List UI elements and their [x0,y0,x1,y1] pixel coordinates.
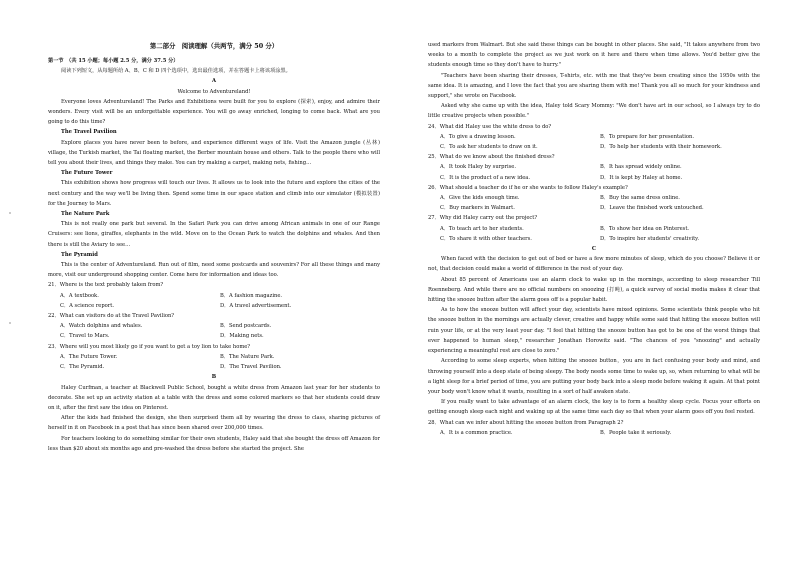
passage-b-paragraph-continued: used markers from Walmart. But she said these things can be bought in other places. She said, "It takes anywhere from two weeks to a month to complete the project as we just work on it here and there when time allows. You'd better give the students enough time so they don't have to hurry." [428,42,760,69]
question-22: 22．What can visitors do at the Travel Pavilion? [48,313,175,320]
option: B．It has spread widely online. [600,164,682,171]
option: B．The Nature Park. [220,353,275,360]
option: A．The Future Tower. [60,353,118,360]
option: B．To show her idea on Pinterest. [600,225,690,232]
option: D．A travel advertisement. [220,302,292,309]
option: C．Buy markers in Walmart. [440,205,515,212]
question-23: 23．Where will you most likely go if you want to get a toy lion to take home? [48,343,251,350]
option: C．Travel to Mars. [60,333,110,340]
option: B．To prepare for her presentation. [600,133,694,140]
question-27-options [428,224,760,244]
left-column [48,40,380,454]
passage-a-paragraph: Everyone loves Adventureland! The Parks and Exhibitions were built for you to explore (探索), enjoy, and admire their wonders. Every visit will be an unforgettable experience. You will go away enriched, longing to come back. What are you going to do this time? [48,98,380,126]
question-25: 25．What do we know about the finished dress? [428,154,555,161]
option: A．To give a drawing lesson. [440,133,516,140]
question-26-options [428,193,760,213]
option: C．The Pyramid. [60,364,105,371]
passage-c-paragraph: When faced with the decision to get out of bed or have a few more minutes of sleep, which do you choose? Believe it or not, that decision could make a world of difference in the rest of your day. [428,256,760,273]
passage-a-heading: The Future Tower [61,170,113,177]
passage-b-letter: B [211,374,217,381]
option: D．Leave the finished work untouched. [600,205,704,212]
option: A．It took Haley by surprise. [440,164,516,171]
option: C．To share it with other teachers. [440,235,532,242]
passage-b-paragraph: Asked why she came up with the idea, Haley told Scary Mommy: "We don't have art in our school, so I always try to do little creative projects when possible." [428,103,760,120]
passage-a-paragraph: This exhibition shows how progress will touch our lives. It allows us to look into the future and explore the cities of the next century and the way we'll be living then. Spend some time in our space station and climb into our simulator (模拟装置) for the Journey to Mars. [48,180,380,207]
question-28-options [428,428,760,438]
option: B．People take it seriously. [600,429,672,436]
passage-a-paragraph: This is not really one park but several. In the Safari Park you can drive among African animals in one of our Range Cruisers: see lions, giraffes, elephants in the wild. Move on to the Ocean Park to watch the dolphins and whales. And then there is still the Aviary to see… [48,221,380,248]
question-27: 27．Why did Haley carry out the project? [428,215,538,222]
instruction: 阅读下列短文，从每题所给 A、B、C 和 D 四个选项中，选出最佳选项，并在答题卡上将该项涂黑。 [61,68,291,75]
option: D．To inspire her students' creativity. [600,235,700,242]
passage-b-paragraph: For teachers looking to do something similar for their own students, Haley said that she bought the dress off Amazon for less than $20 about six months ago and pre-washed the dress before she started the project. She [48,435,380,452]
option: A．Watch dolphins and whales. [60,323,143,330]
question-24-options [428,132,760,152]
passage-c-paragraph: About 85 percent of Americans use an alarm clock to wake up in the mornings, according to sleep researcher Till Roenneberg. And while there are no official numbers on snoozing (打盹), a quick survey of social media makes it clear that hitting the snooze button after the alarm goes off is a popular habit. [428,276,760,304]
passage-c-paragraph: If you really want to take advantage of an alarm clock, the key is to form a healthy sleep cycle. Focus your efforts on getting enough sleep each night and waking up at the same time each day so that when your alarm goes off you feel rested. [428,399,760,416]
passage-a-heading: The Nature Park [61,211,110,218]
option: B．Send postcards. [220,323,272,330]
passage-a-heading: The Travel Pavilion [61,129,117,136]
passage-b-paragraph: "Teachers have been sharing their dresses, T-shirts, etc. with me that they've been creating since the 1950s with the same idea. It is amazing, and I love the fact that you are sharing them with me! Thank you all so much for your kindness and support," she wrote on Facebook. [428,72,760,100]
passage-c-paragraph: According to some sleep experts, when hitting the snooze button，you are in fact confusing your body and mind, and throwing yourself into a deep state of being sleepy. The body needs some time to wake up, so, when returning to what will be a light sleep for a brief period of time, you are putting your body back into a sleep mode before waking it again. At that point your body won't know what it wants, resulting in a sort of half awaken state. [428,358,760,395]
passage-a-heading: The Pyramid [61,251,98,258]
passage-a-paragraph: Explore places you have never been to before, and experience different ways of life. Visit the Amazon jungle (丛林) village, the Turkish market, the Tai floating market, the Berber mountain house and others. Talk to the people there who will tell you about their lives, and things they make. You can try making a carpet, making nets, fishing… [48,139,380,167]
passage-b-paragraph: Haley Curfman, a teacher at Blackwell Public School, bought a white dress from Amazon last year for her students to decorate. She set up an activity station at a table with the dress and some colored markers so that her students could draw on it, after the first saw the idea on Pinterest. [48,384,380,411]
option: B．A fashion magazine. [220,292,283,299]
option: A．Give the kids enough time. [440,195,520,202]
part1-title: 第一节 （共 15 小题；每小题 2.5 分，满分 37.5 分） [48,58,179,64]
right-column [428,40,760,438]
question-21-options [48,291,380,311]
passage-a-paragraph: This is the center of Adventureland. Run out of film, need some postcards and souvenirs? For all these things and many more, visit our underground shopping center. Come here for information and ideas too. [48,262,380,279]
passage-b-paragraph: After the kids had finished the design, she then surprised them all by wearing the dress to class, sharing pictures of herself in it on Facebook in a post that has since been shared over 200,000 times. [48,415,380,432]
option: B．Buy the same dress online. [600,195,680,202]
option: D．To help her students with their homework. [600,144,722,151]
question-21: 21．Where is the text probably taken from? [48,282,164,289]
question-22-options [48,321,380,341]
option: D．The Travel Pavilion. [220,364,282,371]
passage-a-title: Welcome to Adventureland! [177,88,251,95]
option: D．Making nets. [220,333,264,340]
section-title: 第二部分 阅读理解（共两节，满分 50 分） [149,42,279,50]
option: C．A science report. [60,302,115,309]
question-24: 24．What did Haley use the white dress to do? [428,123,552,130]
option: C．It is the product of a new idea. [440,174,531,181]
passage-c-paragraph: As to how the snooze button will affect your day, scientists have mixed opinions. Some scientists think people who hit the snooze button in the mornings are actually clever, creative and happy while some said that hitting the snooze button will ruin your life, or at the very least your day. "I feel that hitting the snooze button has got to be one of the worst things that ever happened to human sleep," researcher Jonathan Horowitz said. "The chances of you "snoozing" and actually experiencing a meaningful rest are close to zero." [428,307,760,355]
option: A．It is a common practice. [440,429,513,436]
passage-c-letter: C [591,246,597,253]
question-28: 28．What can we infer about hitting the snooze button from Paragraph 2? [428,419,624,426]
option: A．To teach art to her students. [440,225,524,232]
option: C．To ask her students to draw on it. [440,144,538,151]
binding-dot [9,322,11,324]
option: D．It is kept by Haley at home. [600,174,683,181]
question-26: 26．What should a teacher do if he or she wants to follow Haley's example? [428,184,628,191]
question-25-options [428,162,760,182]
passage-a-letter: A [211,78,217,85]
question-23-options [48,352,380,372]
binding-dot [9,212,11,214]
option: A．A textbook. [60,292,99,299]
